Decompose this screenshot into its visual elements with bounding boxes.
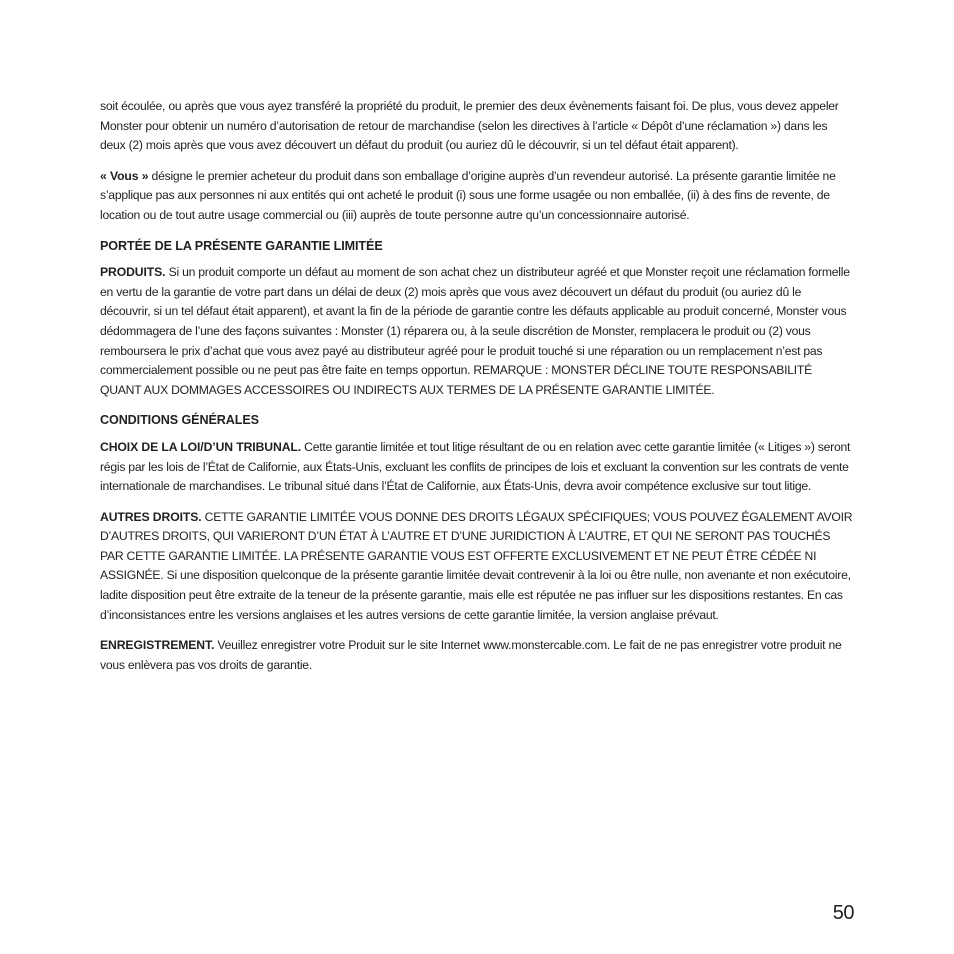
paragraph-lead: PRODUITS. — [100, 265, 166, 280]
section-heading-conditions: CONDITIONS GÉNÉRALES — [100, 413, 259, 428]
paragraph-text: Cette garantie limitée et tout litige résultant de ou en relation avec cette garantie limitée (« Litiges ») seront régis par les lois de l’État de Californie, aux États-Unis, excluant les conflits de principes de lois et excluant la convention sur les contrats de vente internationale de marchandises. Le tribunal situé dans l’État de Californie, aux États-Unis, devra avoir compétence exclusive sur tout litige. — [100, 439, 851, 494]
section-heading-portee: PORTÉE DE LA PRÉSENTE GARANTIE LIMITÉE — [100, 238, 383, 253]
paragraph-produits — [100, 263, 853, 400]
paragraph-lead: AUTRES DROITS. — [100, 509, 202, 524]
paragraph-text: désigne le premier acheteur du produit dans son emballage d’origine auprès d’un revendeur autorisé. La présente garantie limitée ne s’applique pas aux personnes ni aux entités qui ont acheté le produit (i) sous une forme usagée ou non emballée, (ii) à des fins de revente, de location ou de tout autre usage commercial ou (iii) auprès de toute personne autre qu’un concessionnaire autorisé. — [100, 168, 836, 222]
paragraph-text: Veuillez enregistrer votre Produit sur le site Internet www.monstercable.com. Le fait de ne pas enregistrer votre produit ne vous enlèvera pas vos droits de garantie. — [100, 638, 842, 672]
paragraph-enregistrement — [100, 636, 853, 675]
paragraph-text: CETTE GARANTIE LIMITÉE VOUS DONNE DES DROITS LÉGAUX SPÉCIFIQUES; VOUS POUVEZ ÉGALEMENT AVOIR D’AUTRES DROITS, QUI VARIERONT D’UN ÉTAT À L’AUTRE ET D’UNE JURIDICTION À L’AUTRE, ET QUI NE SERONT PAS TOUCHÉS PAR CETTE GARANTIE LIMITÉE. LA PRÉSENTE GARANTIE VOUS EST OFFERTE EXCLUSIVEMENT ET NE PEUT ÊTRE CÉDÉE NI ASSIGNÉE. Si une disposition quelconque de la présente garantie limitée devait contrevenir à la loi ou être nulle, non avenante et non exécutoire, ladite disposition peut être extraite de la teneur de la présente garantie, mais elle est réputée ne pas influer sur les dispositions restantes. En cas d’inconsistances entre les versions anglaises et les autres versions de cette garantie limitée, la version anglaise prévaut. — [100, 509, 853, 622]
paragraph-lead: ENREGISTREMENT. — [100, 638, 215, 653]
paragraph-choix-loi — [100, 438, 853, 497]
paragraph-text: Si un produit comporte un défaut au moment de son achat chez un distributeur agréé et que Monster reçoit une réclamation formelle en vertu de la garantie de votre part dans un délai de deux (2) mois après que vous avez découvert un défaut du produit (ou auriez dû le découvrir, si un tel défaut était apparent), et avant la fin de la période de garantie contre les défauts applicable au produit concerné, Monster vous dédommagera de l’une des façons suivantes : Monster (1) réparera ou, à la seule discrétion de Monster, remplacera le produit ou (2) vous remboursera le prix d’achat que vous avez payé au distributeur agréé pour le produit touché si une réparation ou un remplacement n’est pas commercialement possible ou ne peut pas être faite en temps opportun. REMARQUE : MONSTER DÉCLINE TOUTE RESPONSABILITÉ QUANT AUX DOMMAGES ACCESSOIRES OU INDIRECTS AUX TERMES DE LA PRÉSENTE GARANTIE LIMITÉE. — [100, 265, 850, 397]
paragraph-continuation — [100, 97, 853, 156]
page-number: 50 — [832, 902, 854, 924]
paragraph-definition-vous — [100, 167, 853, 226]
paragraph-lead: « Vous » — [100, 168, 149, 183]
paragraph-autres-droits — [100, 508, 853, 626]
paragraph-text: soit écoulée, ou après que vous ayez transféré la propriété du produit, le premier des deux évènements faisant foi. De plus, vous devez appeler Monster pour obtenir un numéro d’autorisation de retour de marchandise (selon les directives à l’article « Dépôt d’une réclamation ») dans les deux (2) mois après que vous avez découvert un défaut du produit (ou auriez dû le découvrir, si un tel défaut était apparent). — [100, 99, 839, 153]
paragraph-lead: CHOIX DE LA LOI/D’UN TRIBUNAL. — [100, 439, 302, 454]
document-body — [100, 97, 853, 686]
